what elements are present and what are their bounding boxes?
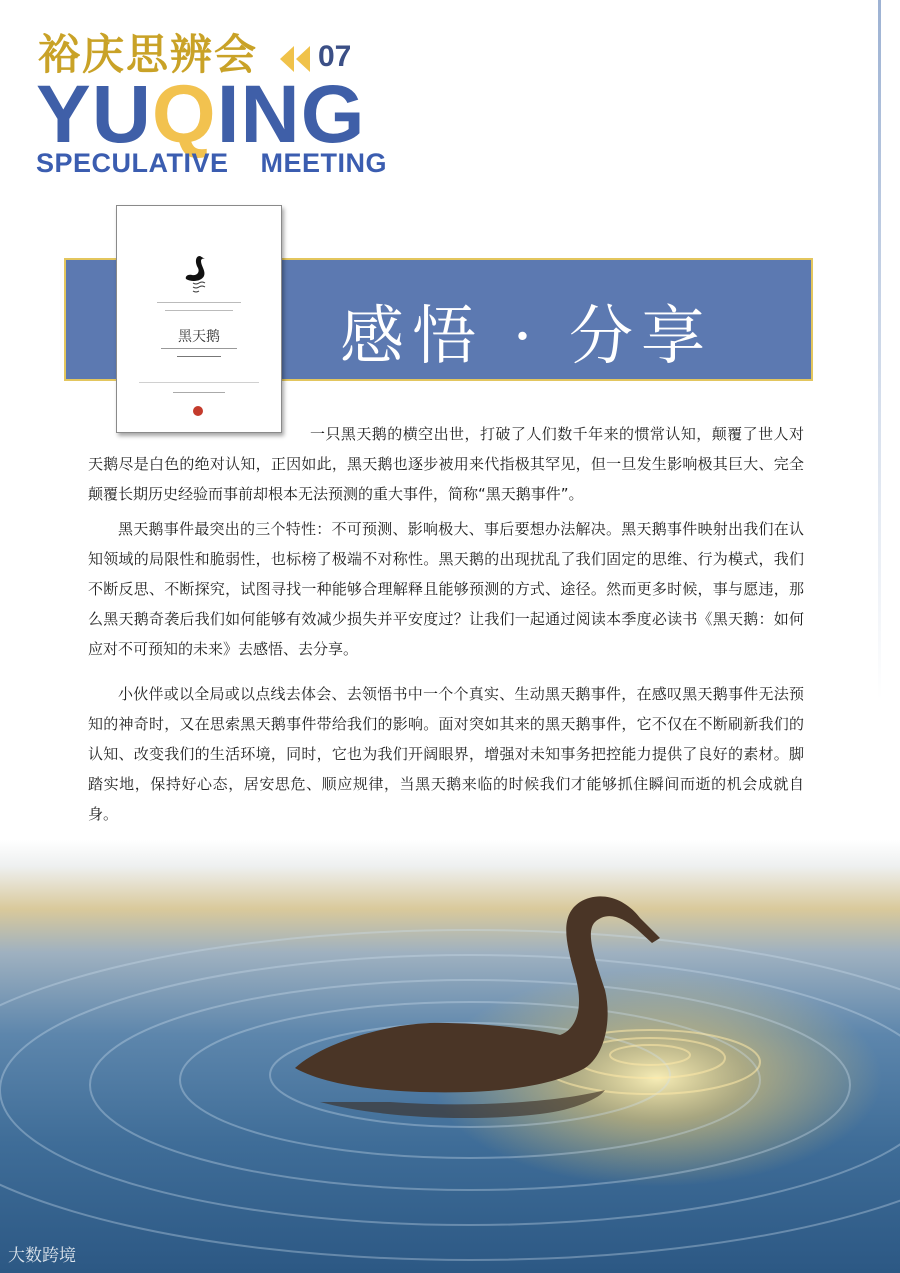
issue-number: 07: [318, 40, 352, 73]
brand-subtitle-en: SPECULATIVE MEETING: [36, 148, 388, 178]
brand-title-en: [36, 70, 366, 160]
book-rule: [173, 392, 225, 393]
book-rule: [161, 348, 237, 349]
publisher-seal: [193, 406, 203, 416]
black-swan-lake-photo: [0, 840, 900, 1273]
paragraph-2: 黑天鹅事件最突出的三个特性：不可预测、影响极大、事后要想办法解决。黑天鹅事件映射出我们在认知领域的局限性和脆弱性，也标榜了极端不对称性。黑天鹅的出现扰乱了我们固定的思维、行为模式，我们不断反思、不断探究，试图寻找一种能够合理解释且能够预测的方式、途径。然而更多时候，事与愿违，那么黑天鹅奇袭后我们如何能够有效减少损失并平安度过？让我们一起通过阅读本季度必读书《黑天鹅：如何应对不可预知的未来》去感悟、去分享。: [88, 520, 804, 658]
book-rule: [139, 382, 259, 383]
paragraph-3: 小伙伴或以全局或以点线去体会、去领悟书中一个个真实、生动黑天鹅事件，在感叹黑天鹅事件无法预知的神奇时，又在思索黑天鹅事件带给我们的影响。面对突如其来的黑天鹅事件，它不仅在不断刷新我们的认知、改变我们的生活环境，同时，它也为我们开阔眼界，增强对未知事务把控能力提供了良好的素材。脚踏实地，保持好心态，居安思危、顺应规律，当黑天鹅来临的时候我们才能够抓住瞬间而逝的机会成就自身。: [88, 685, 804, 823]
book-cover-image: [116, 205, 282, 433]
brand-part-1: YU: [36, 69, 152, 160]
black-swan-icon: [183, 254, 209, 294]
brand-part-2: Q: [151, 69, 217, 160]
section-title: 感悟 · 分享: [340, 300, 714, 374]
book-rule: [157, 302, 241, 303]
book-rule: [165, 310, 233, 311]
book-rule: [177, 356, 221, 357]
paragraph-1: 一只黑天鹅的横空出世，打破了人们数千年来的惯常认知，颠覆了世人对天鹅尽是白色的绝对认知，正因如此，黑天鹅也逐步被用来代指极其罕见，但一旦发生影响极其巨大、完全颠覆长期历史经验而事前却根本无法预测的重大事件，简称“黑天鹅事件”。: [88, 425, 804, 503]
book-title: 黑天鹅: [178, 329, 220, 345]
brand-part-3: ING: [216, 69, 366, 160]
watermark: 大数跨境: [8, 1246, 76, 1266]
page-edge-line: [878, 0, 881, 700]
magazine-title-cn: 裕庆思辨会: [38, 30, 259, 79]
